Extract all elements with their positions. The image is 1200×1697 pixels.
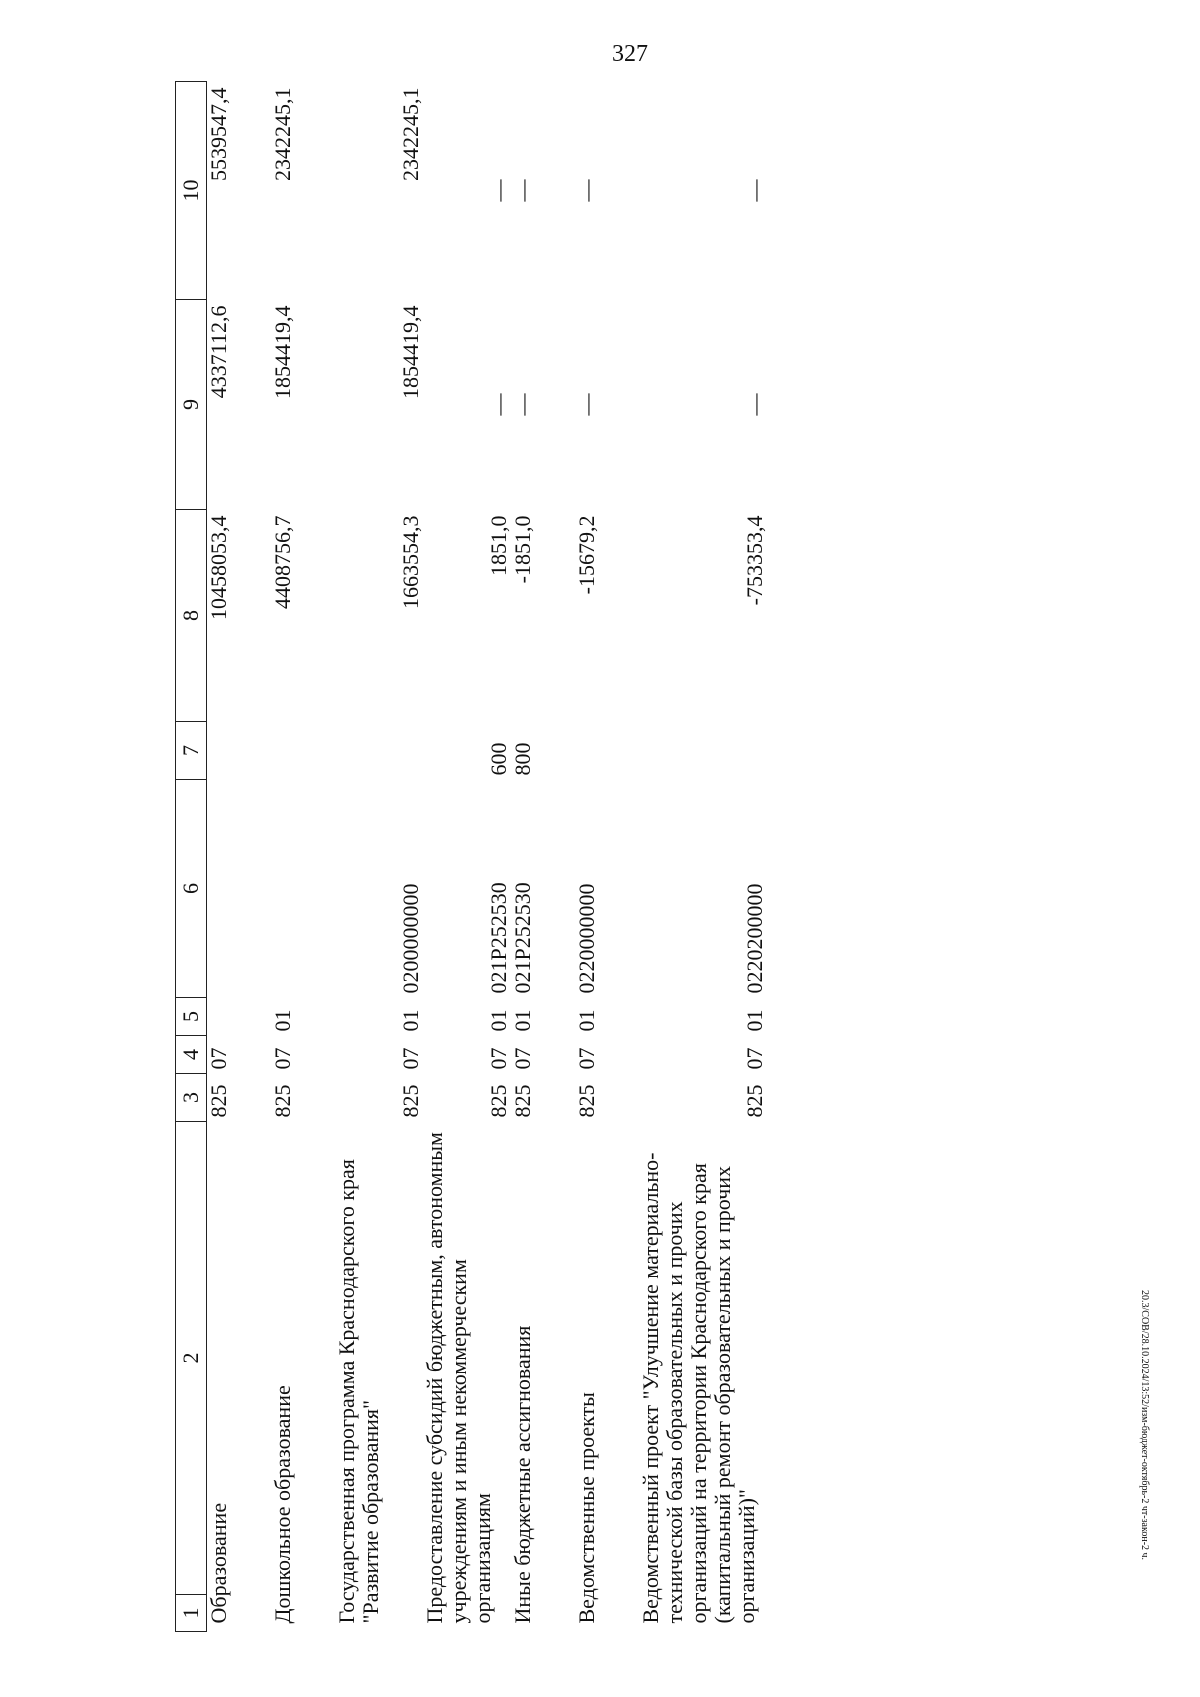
budget-table (175, 81, 767, 1632)
cell-c4: 07 (742, 1047, 767, 1070)
cell-c7 (335, 722, 423, 780)
cell-c5: 01 (270, 1009, 295, 1032)
table-row (271, 82, 335, 1632)
header-col-5: 5 (176, 998, 207, 1036)
cell-c4: 07 (574, 1047, 599, 1070)
cell-c9: 1854419,4 (398, 305, 423, 399)
cell-c3: 825 (486, 1084, 511, 1118)
table-row (511, 82, 575, 1632)
row-name: Иные бюджетные ассигнования (510, 1325, 535, 1624)
header-col-7: 7 (176, 722, 207, 780)
header-col-10: 10 (176, 82, 207, 300)
cell-c10: 2342245,1 (270, 87, 295, 181)
cell-c4: 07 (270, 1047, 295, 1070)
table-row (207, 82, 272, 1632)
cell-c3: 825 (398, 1084, 423, 1118)
row-name: Образование (206, 1502, 231, 1624)
table-row (335, 82, 423, 1632)
cell-c9: — (510, 393, 535, 416)
row-name: Дошкольное образование (270, 1385, 295, 1624)
cell-c9: — (574, 393, 599, 416)
table-row (575, 82, 639, 1632)
cell-c7: 600 (486, 742, 511, 776)
cell-c5 (207, 998, 272, 1036)
table-row (639, 82, 767, 1632)
cell-c10: 5539547,4 (206, 87, 231, 181)
cell-c7 (575, 722, 639, 780)
cell-c10: — (486, 179, 511, 202)
cell-c4: 07 (206, 1047, 231, 1070)
header-col-9: 9 (176, 300, 207, 510)
header-col-4: 4 (176, 1036, 207, 1074)
cell-c5: 01 (574, 1009, 599, 1032)
cell-c8: 1851,0 (486, 515, 511, 576)
cell-c4: 07 (398, 1047, 423, 1070)
cell-c3: 825 (510, 1084, 535, 1118)
cell-c8: 1663554,3 (398, 515, 423, 609)
row-name: Ведомственный проект "Улучшение материально-технической базы образовательных и прочих организаций на территории Краснодарского края (капитальный ремонт образовательных и прочих организаций)" (638, 1152, 759, 1624)
document-code: 20.3/СОВ/28.10.2024/13:52/изм-бюджет-октябрь-2 чт-закон-2 ч. (1139, 1289, 1150, 1560)
cell-c7 (271, 722, 335, 780)
cell-c6: 021Р252530 (486, 882, 511, 994)
cell-c8: -753353,4 (742, 515, 767, 606)
header-col-8: 8 (176, 510, 207, 722)
cell-c6: 0220000000 (574, 883, 599, 994)
cell-c5: 01 (486, 1009, 511, 1032)
row-name: Предоставление субсидий бюджетным, автономным учреждениям и иным некоммерческим организациям (422, 1132, 495, 1624)
cell-c3: 825 (270, 1084, 295, 1118)
cell-c7: 800 (510, 742, 535, 776)
cell-c7 (207, 722, 272, 780)
cell-c10: 2342245,1 (398, 87, 423, 181)
cell-c9: — (486, 393, 511, 416)
table-row (423, 82, 511, 1632)
header-col-1: 1 (176, 1594, 206, 1631)
header-col-1-2 (176, 1122, 207, 1632)
cell-c5: 01 (742, 1009, 767, 1032)
cell-c10: — (742, 179, 767, 202)
header-col-2: 2 (178, 1352, 203, 1364)
cell-c6: 0220200000 (742, 883, 767, 994)
cell-c3: 825 (206, 1084, 231, 1118)
cell-c10: — (510, 179, 535, 202)
row-name: Ведомственные проекты (574, 1392, 599, 1624)
cell-c6: 0200000000 (398, 883, 423, 994)
cell-c4: 07 (510, 1047, 535, 1070)
cell-c9: 1854419,4 (270, 305, 295, 399)
header-col-6: 6 (176, 780, 207, 998)
cell-c4: 07 (486, 1047, 511, 1070)
cell-c6 (271, 780, 335, 998)
cell-c7 (639, 722, 767, 780)
row-name: Государственная программа Краснодарского края "Развитие образования" (334, 1159, 383, 1624)
cell-c8: -1851,0 (510, 515, 535, 584)
cell-c10: — (574, 179, 599, 202)
table-header-row (176, 82, 207, 1632)
cell-c8: 4408756,7 (270, 515, 295, 609)
page-number: 327 (612, 41, 648, 67)
header-col-3: 3 (176, 1074, 207, 1122)
cell-c6 (207, 780, 272, 998)
budget-table-rotated (175, 82, 1075, 1632)
cell-c8: -15679,2 (574, 515, 599, 595)
cell-c3: 825 (574, 1084, 599, 1118)
cell-c5: 01 (398, 1009, 423, 1032)
cell-c9: 4337112,6 (206, 305, 231, 399)
cell-c6: 021Р252530 (510, 882, 535, 994)
cell-c8: 10458053,4 (206, 515, 231, 620)
cell-c9: — (742, 393, 767, 416)
cell-c5: 01 (510, 1009, 535, 1032)
cell-c3: 825 (742, 1084, 767, 1118)
